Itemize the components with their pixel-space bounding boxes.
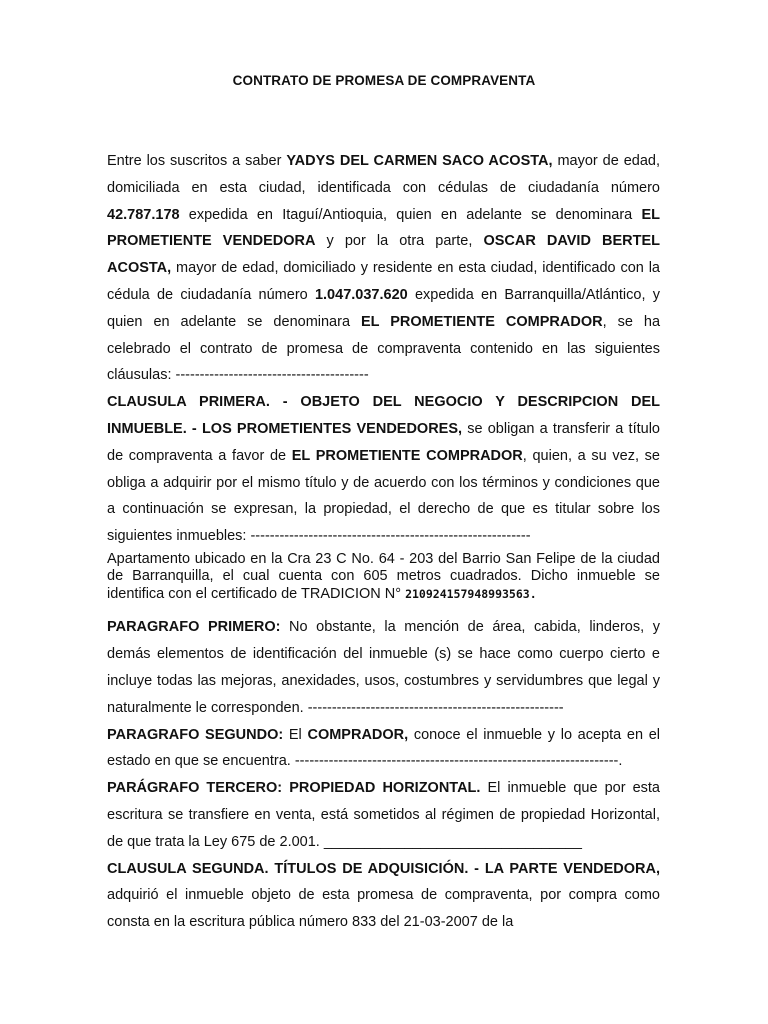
buyer-role: EL PROMETIENTE COMPRADOR <box>291 447 523 464</box>
seller-name: YADYS DEL CARMEN SACO ACOSTA, <box>286 153 553 169</box>
paragraph-heading: PARAGRAFO PRIMERO: <box>107 619 281 636</box>
paragraph-clausula-primera <box>107 389 660 550</box>
text: adquirió el inmueble objeto de esta promesa de compraventa, por compra como consta en la escritura pública número 833 del 21-03-2007 de la <box>107 887 660 931</box>
document-body <box>107 148 660 936</box>
text: El inmueble que por esta escritura se transfiere en venta, está sometidos al régimen de propiedad Horizontal, de que trata la Ley 675 de 2.001. ________________________________ <box>107 780 660 850</box>
text: No obstante, la mención de área, cabida, linderos, y demás elementos de identificación del inmueble (s) se hace como cuerpo cierto e incluye todas las mejoras, anexidades, usos, costumbres y servidumbres que legal y naturalmente le corresponden. ----------------------------------------------------- <box>107 619 660 716</box>
text: El <box>283 726 308 743</box>
text: mayor de edad, domiciliado y residente en esta ciudad, identificado con la cédula de ciudadanía número <box>107 260 660 303</box>
text: , quien, a su vez, se obliga a adquirir por el mismo título y de acuerdo con los términos y condiciones que a continuación se expresan, la propiedad, el derecho de que es titular sobre los siguientes inmuebles: ---------------------------------------------------------- <box>107 447 660 545</box>
paragraph-paragrafo-tercero <box>107 775 660 855</box>
clause-heading: CLAUSULA PRIMERA. - OBJETO DEL NEGOCIO Y DESCRIPCION DEL INMUEBLE. - LOS PROMETIENTES VENDEDORES, <box>107 394 660 437</box>
paragraph-paragrafo-segundo <box>107 722 660 776</box>
paragraph-paragrafo-primero <box>107 614 660 721</box>
paragraph-heading: PARAGRAFO SEGUNDO: <box>107 726 284 743</box>
buyer-role: EL PROMETIENTE COMPRADOR <box>360 313 603 330</box>
text: expedida en Itaguí/Antioquia, quien en adelante se denominara <box>179 206 642 223</box>
paragraph-parties <box>107 148 660 389</box>
buyer-label: COMPRADOR, <box>307 726 409 743</box>
paragraph-heading: PARÁGRAFO TERCERO: PROPIEDAD HORIZONTAL. <box>107 780 481 797</box>
text: , se ha celebrado el contrato de promesa de compraventa contenido en las siguientes cláusulas: ---------------------------------------- <box>107 313 661 384</box>
text: Apartamento ubicado en la Cra 23 C No. 64 - 203 del Barrio San Felipe de la ciudad de Barranquilla, el cual cuenta con 605 metros cuadrados. Dicho inmueble se identifica con el certificado de TRADICION N° <box>107 550 660 602</box>
buyer-id-number: 1.047.037.620 <box>314 286 408 303</box>
clause-heading: CLAUSULA SEGUNDA. TÍTULOS DE ADQUISICIÓN. - LA PARTE VENDEDORA, <box>107 860 660 877</box>
paragraph-clausula-segunda <box>107 856 660 936</box>
text: conoce el inmueble y lo acepta en el estado en que se encuentra. -------------------------------------------------------------------. <box>107 726 660 770</box>
seller-role: EL PROMETIENTE VENDEDORA <box>107 206 660 250</box>
paragraph-property-description <box>107 551 660 604</box>
text: mayor de edad, domiciliada en esta ciudad, identificada con cédulas de ciudadanía número <box>107 153 660 196</box>
text: se obligan a transferir a título de compraventa a favor de <box>107 420 660 464</box>
text: expedida en Barranquilla/Atlántico, y quien en adelante se denominara <box>107 286 660 330</box>
text: y por la otra parte, <box>315 233 484 250</box>
text: Entre los suscritos a saber <box>107 153 287 169</box>
certificate-number: 210924157948993563. <box>405 586 537 601</box>
buyer-name: OSCAR DAVID BERTEL ACOSTA, <box>107 233 660 277</box>
seller-id-number: 42.787.178 <box>107 206 180 223</box>
document-title: CONTRATO DE PROMESA DE COMPRAVENTA <box>232 73 536 88</box>
